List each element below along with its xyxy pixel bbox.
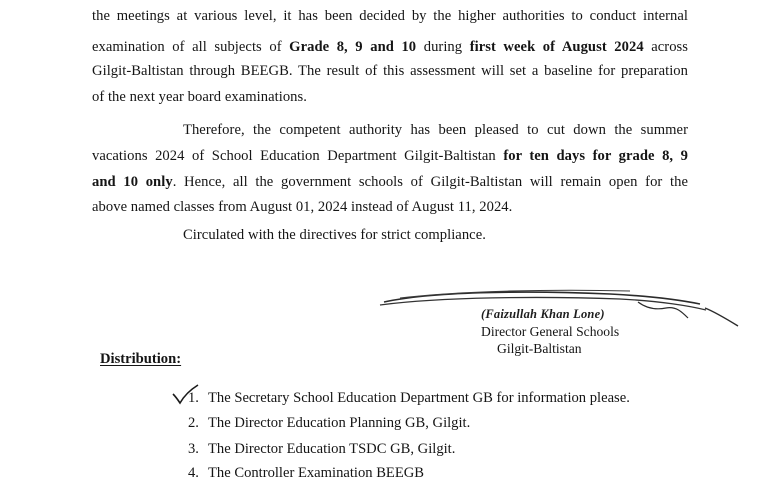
distribution-item-text: The Director Education Planning GB, Gilgit. bbox=[208, 415, 471, 431]
body-line: and 10 only. Hence, all the government schools of Gilgit-Baltistan will remain open for the bbox=[92, 174, 688, 190]
body-line: vacations 2024 of School Education Department Gilgit-Baltistan for ten days for grade 8, 9 bbox=[92, 148, 688, 164]
closing-directive: Circulated with the directives for strict compliance. bbox=[183, 227, 486, 243]
body-line: examination of all subjects of Grade 8, 9 and 10 during first week of August 2024 across bbox=[92, 39, 689, 55]
signatory-region: Gilgit-Baltistan bbox=[497, 341, 582, 356]
distribution-item-number: 3. bbox=[188, 441, 199, 457]
body-line: of the next year board examinations. bbox=[92, 89, 307, 105]
distribution-item bbox=[188, 414, 470, 432]
distribution-item-text: The Controller Examination BEEGB bbox=[208, 465, 425, 481]
distribution-heading: Distribution: bbox=[100, 351, 182, 367]
distribution-item-text: The Director Education TSDC GB, Gilgit. bbox=[208, 441, 456, 457]
distribution-item-text: The Secretary School Education Department GB for information please. bbox=[208, 390, 630, 406]
distribution-item-number: 2. bbox=[188, 415, 199, 431]
body-line: above named classes from August 01, 2024 instead of August 11, 2024. bbox=[92, 199, 513, 215]
body-line: Gilgit-Baltistan through BEEGB. The result of this assessment will set a baseline for preparation bbox=[92, 63, 688, 79]
signatory-designation: Director General Schools bbox=[481, 324, 620, 339]
bold-emphasis: and 10 only bbox=[92, 174, 173, 190]
distribution-item-number: 4. bbox=[188, 465, 199, 481]
distribution-item bbox=[188, 464, 424, 482]
distribution-item-number: 1. bbox=[188, 390, 199, 406]
distribution-item bbox=[188, 440, 455, 458]
body-line: the meetings at various level, it has been decided by the higher authorities to conduct internal bbox=[92, 8, 688, 24]
bold-emphasis: Grade 8, 9 and 10 bbox=[289, 39, 417, 55]
body-line: Therefore, the competent authority has been pleased to cut down the summer bbox=[183, 122, 688, 138]
bold-emphasis: for ten days for grade 8, 9 bbox=[503, 148, 688, 164]
signatory-name: (Faizullah Khan Lone) bbox=[481, 307, 605, 321]
bold-emphasis: first week of August 2024 bbox=[469, 39, 644, 55]
distribution-item bbox=[188, 389, 630, 407]
